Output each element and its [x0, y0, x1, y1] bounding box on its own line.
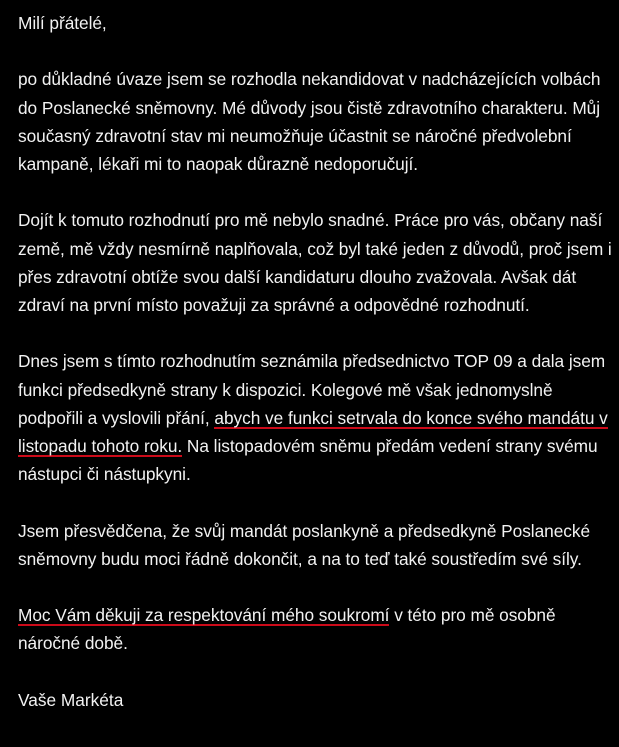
- paragraph-5-tail-text: v této pro mě osobně náročné době.: [18, 605, 556, 654]
- paragraph-2: Dojít k tomuto rozhodnutí pro mě nebylo snadné. Práce pro vás, občany naší země, mě vždy nesmírně naplňovala, což byl také jeden z důvodů, proč jsem i přes zdravotní obtíže svou další kandidaturu dlouho zvažovala. Avšak dát zdraví na první místo považuji za správné a odpovědné rozhodnutí.: [18, 210, 612, 315]
- red-underlined-passage-2: Moc Vám děkuji za respektování mého soukromí: [18, 605, 390, 626]
- paragraph-3-tail-text: Na listopadovém sněmu předám vedení strany svému nástupci či nástupkyni.: [18, 436, 598, 485]
- red-underlined-passage-1: abych ve funkci setrvala do konce svého mandátu v listopadu tohoto roku.: [18, 407, 608, 456]
- paragraph-spacer: [18, 319, 615, 347]
- paragraph-spacer: [18, 573, 615, 601]
- paragraph-5: [18, 601, 615, 657]
- signature-line: Vaše Markéta: [18, 689, 124, 710]
- paragraph-3-lead-text: Dnes jsem s tímto rozhodnutím seznámila předsednictvo TOP 09 a dala jsem funkci předsedkyně strany k dispozici. Kolegové mě však jednomyslně podpořili a vyslovili přání,: [18, 351, 606, 428]
- paragraph-1: po důkladné úvaze jsem se rozhodla nekandidovat v nadcházejících volbách do Poslanecké sněmovny. Mé důvody jsou čistě zdravotního charakteru. Můj současný zdravotní stav mi neumožňuje účastnit se náročné předvolební kampaně, lékaři mi to naopak důrazně nedoporučují.: [18, 69, 601, 174]
- paragraph-3: [18, 347, 615, 488]
- paragraph-spacer: [18, 488, 615, 516]
- paragraph-spacer: [18, 37, 615, 65]
- paragraph-4: Jsem přesvědčena, že svůj mandát poslankyně a předsedkyně Poslanecké sněmovny budu moci řádně dokončit, a na to teď také soustředím své síly.: [18, 520, 591, 569]
- paragraph-spacer: [18, 178, 615, 206]
- salutation-line: Milí přátelé,: [18, 13, 107, 33]
- paragraph-spacer: [18, 658, 615, 686]
